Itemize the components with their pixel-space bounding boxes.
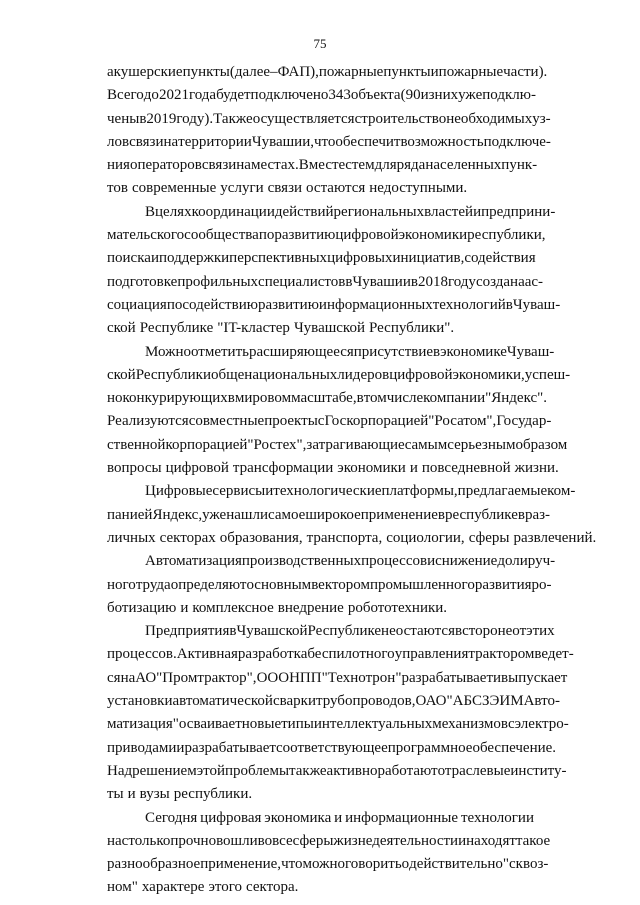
text-line: лов связи на территории Чувашии, что обеспечит возможность подключе-	[107, 133, 551, 150]
text-line: панией Яндекс, уже нашли самое широкое применение в республике в раз-	[107, 506, 551, 523]
paragraph	[107, 480, 597, 550]
text-line: ской Республике "IT-кластер Чувашской Республики".	[107, 320, 455, 337]
text-line: ся на АО "Промтрактор", ООО НПП "Технотрон" разрабатывает и выпускает	[107, 669, 568, 686]
paragraph	[107, 341, 571, 481]
text-line: ской Республики общенациональных лидеров цифровой экономики, успеш-	[107, 366, 571, 383]
text-line: Над решением этой проблемы также активно работают отраслевые институ-	[107, 762, 567, 779]
text-line: ного труда определяют основным вектором промышленного развития ро-	[107, 576, 552, 593]
text-line: Автоматизация производственных процессов и снижение доли руч-	[145, 553, 556, 570]
text-line: приводами и разрабатывает соответствующее программное обеспечение.	[107, 739, 557, 756]
text-line: ния операторов связи на местах. Вместе с тем для ряда населенных пунк-	[107, 157, 538, 174]
text-line: акушерские пункты (далее – ФАП), пожарные пункты и пожарные части).	[107, 64, 548, 80]
text-line: мательского сообщества по развитию цифровой экономики республики,	[107, 227, 546, 244]
text-line: ты и вузы республики.	[107, 786, 253, 803]
text-line: разнообразное применение, что можно говорить о действительно "сквоз-	[107, 856, 549, 873]
text-line: ном" характере этого сектора.	[107, 879, 299, 896]
paragraph	[107, 61, 551, 201]
text-line: социация по содействию развитию информационных технологий в Чуваш-	[107, 296, 561, 313]
text-line: В целях координации действий региональных властей и предприни-	[145, 203, 556, 220]
page-number: 75	[313, 36, 327, 51]
text-line: но конкурирующих в мировом масштабе, в том числе компании "Яндекс".	[107, 390, 548, 407]
text-line: Всего до 2021 года будет подключено 343 объекта (90 из них уже подклю-	[107, 87, 536, 104]
text-line: установки автоматической сварки трубопроводов, ОАО "АБС ЗЭИМ Авто-	[107, 693, 560, 710]
text-line: Сегодня цифровая экономика и информационные технологии	[145, 809, 534, 826]
text-line: чены в 2019 году). Также осуществляется строительство необходимых уз-	[107, 110, 551, 127]
text-line: подготовке профильных специалистов в Чувашии в 2018 году создана ас-	[107, 273, 544, 290]
text-line: ственной корпорацией "Ростех", затрагивающие самым серьезным образом	[107, 436, 568, 453]
text-line: Предприятия в Чувашской Республике не остаются в стороне от этих	[145, 623, 555, 640]
text-line: личных секторах образования, транспорта, социологии, сферы развлечений.	[107, 529, 597, 546]
text-line: настолько прочно вошли во все сферы жизнедеятельности и находят такое	[107, 832, 551, 849]
text-line: Реализуются совместные проекты с Госкорпорацией "Росатом", Государ-	[107, 413, 552, 430]
text-line: поиска и поддержки перспективных цифровых инициатив, содействия	[107, 250, 536, 267]
text-line: вопросы цифровой трансформации экономики и повседневной жизни.	[107, 460, 559, 477]
paragraph	[107, 550, 556, 620]
text-line: тов современные услуги связи остаются недоступными.	[107, 180, 468, 197]
text-line: матизация" осваивает новые типы интеллектуальных механизмов с электро-	[107, 716, 569, 733]
text-line: ботизацию и комплексное внедрение робототехники.	[107, 599, 448, 616]
paragraph	[107, 807, 551, 900]
paragraph	[107, 201, 561, 341]
paragraph	[107, 620, 574, 806]
text-line: процессов. Активная разработка беспилотного управления трактором ведет-	[107, 646, 574, 663]
document-body	[107, 61, 597, 900]
text-line: Можно отметить расширяющееся присутствие в экономике Чуваш-	[145, 343, 555, 360]
text-line: Цифровые сервисы и технологические платформы, предлагаемые ком-	[145, 483, 576, 500]
